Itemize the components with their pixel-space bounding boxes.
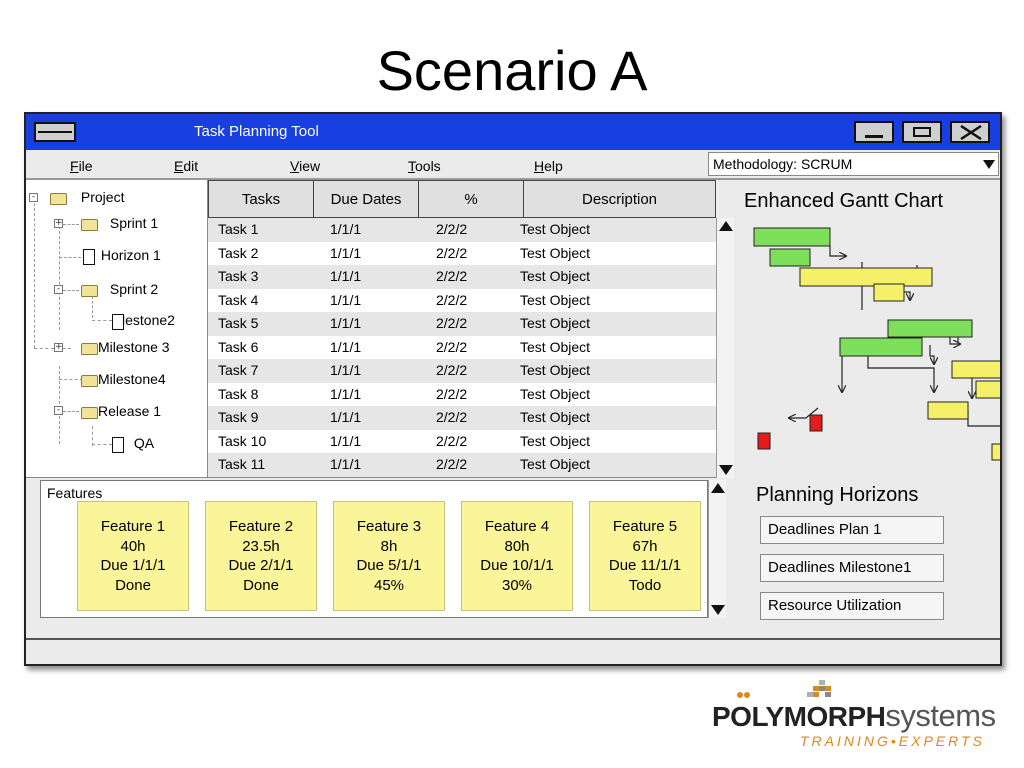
slide-title: Scenario A <box>376 39 648 102</box>
feature-status: Done <box>115 576 151 594</box>
gantt-bar <box>976 381 1000 398</box>
due-date-cell: 1/1/1 <box>330 456 362 472</box>
due-date-cell: 1/1/1 <box>330 244 362 261</box>
due-date-cell: 1/1/1 <box>330 291 362 308</box>
app-window <box>24 112 1002 666</box>
tree-item-label: lestone2 <box>122 312 175 328</box>
gantt-bar <box>754 228 830 246</box>
tree-item-label: Project <box>80 189 125 205</box>
table-row[interactable] <box>208 242 716 266</box>
feature-card[interactable] <box>589 501 701 611</box>
menu-help[interactable] <box>534 158 563 174</box>
scroll-up-icon[interactable] <box>719 221 733 231</box>
table-row[interactable] <box>208 383 716 407</box>
due-date-cell: 1/1/1 <box>330 362 362 378</box>
system-menu-button[interactable] <box>34 122 76 142</box>
logo-wordmark-bold: POLYMORPH <box>712 701 886 732</box>
description-cell: Test Object <box>520 456 591 472</box>
tree-line <box>59 379 83 380</box>
feature-hours: 23.5h <box>242 537 280 555</box>
folder-icon <box>81 219 98 231</box>
feature-due: Due 10/1/1 <box>480 557 554 574</box>
feature-status: 30% <box>501 576 533 594</box>
menu-tools-mnemonic: T <box>408 158 415 174</box>
tree-line <box>92 426 93 446</box>
tree-item-label: Milestone4 <box>98 371 166 387</box>
percent-cell: 2/2/2 <box>436 362 468 378</box>
description-cell: Test Object <box>520 338 591 355</box>
close-icon <box>960 125 982 140</box>
gantt-bar <box>770 249 810 266</box>
planning-horizons-title: Planning Horizons <box>756 484 919 506</box>
methodology-select[interactable] <box>708 152 999 176</box>
feature-name: Feature 1 <box>100 518 166 535</box>
feature-name: Feature 2 <box>228 518 294 535</box>
scroll-down-icon[interactable] <box>719 465 733 475</box>
tree-line <box>92 320 112 321</box>
document-icon <box>83 249 95 265</box>
feature-card[interactable] <box>205 501 317 611</box>
description-cell: Test Object <box>520 362 591 378</box>
due-date-cell: 1/1/1 <box>330 432 362 449</box>
tree-line <box>92 444 112 445</box>
deadlines-milestone1-button[interactable]: Deadlines Milestone1 <box>760 554 944 582</box>
features-label: Features <box>47 485 103 501</box>
menu-view-label: iew <box>299 158 321 174</box>
gantt-bars <box>754 228 1000 460</box>
logo-wordmark <box>712 698 996 734</box>
description-cell: Test Object <box>520 221 591 237</box>
tree-line <box>59 226 60 330</box>
gantt-panel <box>734 180 1000 478</box>
feature-card[interactable] <box>461 501 573 611</box>
menu-file-label: ile <box>78 158 93 174</box>
menu-edit-label: dit <box>183 158 199 174</box>
feature-hours: 8h <box>380 537 398 555</box>
menu-edit-mnemonic: E <box>174 158 184 174</box>
task-name-cell: Task 3 <box>218 268 259 284</box>
menu-view-mnemonic: V <box>290 158 300 174</box>
tree-line <box>63 411 79 412</box>
tree-item-qa[interactable] <box>112 434 154 454</box>
table-row[interactable] <box>208 312 716 336</box>
gantt-bar <box>800 268 932 286</box>
menu-tools[interactable] <box>408 158 441 174</box>
tree-line <box>63 290 79 291</box>
expand-toggle[interactable]: + <box>55 342 63 352</box>
description-cell: Test Object <box>520 268 591 284</box>
tree-item-release-1[interactable] <box>81 402 161 422</box>
tree-item-milestone-4[interactable] <box>81 370 166 390</box>
percent-cell: 2/2/2 <box>436 244 468 261</box>
percent-cell: 2/2/2 <box>436 221 468 237</box>
gantt-title: Enhanced Gantt Chart <box>744 190 944 212</box>
tree-item-horizon-1[interactable] <box>83 246 161 266</box>
menu-bar <box>26 150 1000 180</box>
description-cell: Test Object <box>520 315 591 331</box>
percent-cell: 2/2/2 <box>436 456 468 472</box>
tree-item-label: Release 1 <box>98 403 162 419</box>
tree-item-milestone-3[interactable] <box>81 338 170 358</box>
due-date-cell: 1/1/1 <box>330 268 362 284</box>
gantt-bar <box>888 320 972 337</box>
gantt-chart <box>734 180 1000 478</box>
tree-item-label: Sprint 2 <box>109 281 159 297</box>
folder-icon <box>81 407 98 419</box>
folder-icon <box>81 285 98 297</box>
due-date-cell: 1/1/1 <box>330 338 362 355</box>
window-title: Task Planning Tool <box>194 123 319 140</box>
column-header-tasks[interactable]: Tasks <box>208 180 314 218</box>
title-bar <box>26 114 1000 150</box>
tree-line <box>63 348 71 349</box>
folder-icon <box>81 375 98 387</box>
task-name-cell: Task 10 <box>218 432 267 449</box>
collapse-toggle[interactable]: - <box>54 285 63 294</box>
menu-help-label: elp <box>544 158 563 174</box>
gantt-bar <box>874 284 904 301</box>
scroll-up-icon[interactable] <box>711 483 725 493</box>
table-row[interactable] <box>208 289 716 313</box>
table-header <box>208 180 716 218</box>
task-name-cell: Task 8 <box>218 385 259 402</box>
column-header-percent[interactable]: % <box>418 180 524 218</box>
column-header-description[interactable]: Description <box>523 180 716 218</box>
feature-due: Due 11/1/1 <box>608 557 682 574</box>
description-cell: Test Object <box>520 244 591 261</box>
column-header-due-dates[interactable]: Due Dates <box>313 180 419 218</box>
project-tree <box>26 180 208 478</box>
description-cell: Test Object <box>520 432 591 449</box>
percent-cell: 2/2/2 <box>436 268 468 284</box>
tree-item-label: Sprint 1 <box>109 215 159 231</box>
feature-due: Due 2/1/1 <box>228 557 294 574</box>
tasks-table <box>208 180 716 478</box>
task-name-cell: Task 1 <box>218 221 259 237</box>
menu-help-mnemonic: H <box>534 158 545 174</box>
description-cell: Test Object <box>520 291 591 308</box>
gantt-bar <box>840 338 922 356</box>
table-row[interactable] <box>208 406 716 430</box>
task-name-cell: Task 6 <box>218 338 259 355</box>
task-name-cell: Task 11 <box>218 456 266 472</box>
feature-name: Feature 3 <box>356 518 422 535</box>
due-date-cell: 1/1/1 <box>330 385 362 402</box>
tree-item-label: QA <box>133 435 155 451</box>
chevron-down-icon[interactable] <box>983 160 995 169</box>
table-row[interactable] <box>208 430 716 454</box>
due-date-cell: 1/1/1 <box>330 221 362 237</box>
table-body <box>208 218 698 476</box>
gantt-bar <box>928 402 968 419</box>
gantt-milestone <box>758 433 770 449</box>
task-name-cell: Task 7 <box>218 362 259 378</box>
tree-line <box>59 257 81 258</box>
tree-line <box>34 348 54 349</box>
folder-icon <box>50 193 67 205</box>
task-name-cell: Task 5 <box>218 315 259 331</box>
polymorph-logo <box>700 680 1020 755</box>
menu-tools-label: ools <box>415 158 441 174</box>
menu-view[interactable] <box>290 158 320 174</box>
gantt-milestone <box>810 415 822 431</box>
features-scrollbar[interactable] <box>708 480 726 618</box>
methodology-value: Methodology: SCRUM <box>713 156 853 172</box>
feature-status: 45% <box>373 576 405 594</box>
tree-item-label: Milestone 3 <box>98 339 170 355</box>
folder-icon <box>81 343 98 355</box>
table-row[interactable] <box>208 336 716 360</box>
task-name-cell: Task 9 <box>218 409 259 425</box>
feature-due: Due 5/1/1 <box>356 557 422 574</box>
tree-item-sprint-1[interactable] <box>81 214 158 234</box>
feature-due: Due 1/1/1 <box>100 557 166 574</box>
feature-name: Feature 5 <box>612 518 678 535</box>
status-bar <box>26 638 1000 664</box>
tree-item-sprint-2[interactable] <box>81 280 158 300</box>
deadlines-plan-1-button[interactable]: Deadlines Plan 1 <box>760 516 944 544</box>
menu-edit[interactable] <box>174 158 198 174</box>
collapse-toggle[interactable]: - <box>54 406 63 415</box>
percent-cell: 2/2/2 <box>436 291 468 308</box>
feature-status: Done <box>243 576 279 594</box>
due-date-cell: 1/1/1 <box>330 315 362 331</box>
tree-line <box>34 198 35 348</box>
logo-wordmark-light: systems <box>885 698 996 733</box>
table-row[interactable] <box>208 359 716 383</box>
gantt-bar <box>992 444 1000 460</box>
feature-card[interactable] <box>333 501 445 611</box>
planning-horizons-panel <box>734 480 1000 620</box>
due-date-cell: 1/1/1 <box>330 409 362 425</box>
feature-hours: 80h <box>504 537 530 555</box>
percent-cell: 2/2/2 <box>436 409 468 425</box>
feature-hours: 40h <box>120 537 146 555</box>
table-row[interactable] <box>208 453 716 477</box>
task-name-cell: Task 4 <box>218 291 259 308</box>
document-icon <box>112 437 124 453</box>
scroll-down-icon[interactable] <box>711 605 725 615</box>
close-button[interactable] <box>950 121 990 143</box>
resource-utilization-button[interactable]: Resource Utilization <box>760 592 944 620</box>
description-cell: Test Object <box>520 409 591 425</box>
tree-item-label: Horizon 1 <box>100 247 161 263</box>
tree-item-milestone-2[interactable] <box>112 311 175 331</box>
gantt-bar <box>952 361 1000 378</box>
feature-card[interactable] <box>77 501 189 611</box>
feature-hours: 67h <box>632 537 658 555</box>
maximize-button[interactable] <box>902 121 942 143</box>
collapse-toggle[interactable]: - <box>29 193 38 202</box>
percent-cell: 2/2/2 <box>436 315 468 331</box>
table-row[interactable] <box>208 265 716 289</box>
percent-cell: 2/2/2 <box>436 432 468 449</box>
percent-cell: 2/2/2 <box>436 385 468 402</box>
logo-tagline: TRAINING•EXPERTS <box>800 733 985 749</box>
percent-cell: 2/2/2 <box>436 338 468 355</box>
features-panel <box>40 480 708 618</box>
expand-toggle[interactable]: + <box>55 218 63 228</box>
feature-status: Todo <box>628 576 662 594</box>
tree-line <box>63 224 79 225</box>
menu-file[interactable] <box>70 158 93 174</box>
feature-name: Feature 4 <box>484 518 550 535</box>
task-name-cell: Task 2 <box>218 244 259 261</box>
minimize-button[interactable] <box>854 121 894 143</box>
tree-item-project[interactable] <box>50 188 124 208</box>
table-row[interactable] <box>208 218 716 242</box>
menu-file-mnemonic: F <box>70 158 79 174</box>
table-scrollbar[interactable] <box>716 218 734 478</box>
description-cell: Test Object <box>520 385 591 402</box>
